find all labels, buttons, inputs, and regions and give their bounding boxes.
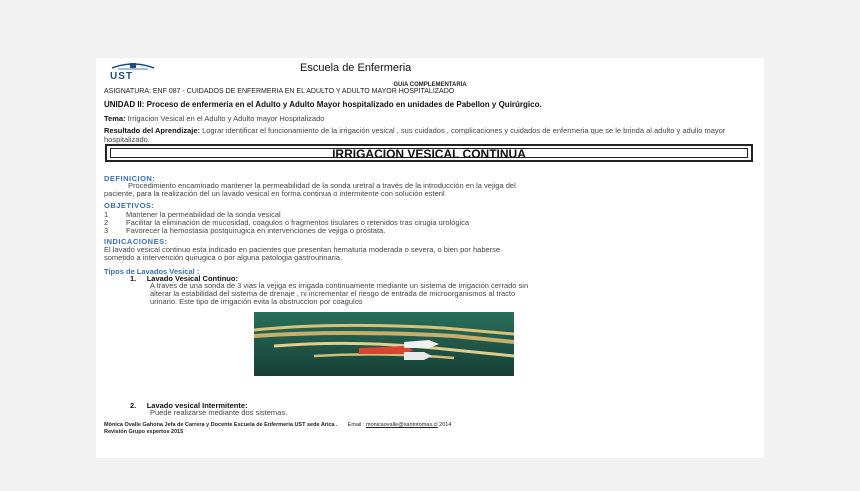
footer-author-text: Mónica Ovalle Gahona Jefa de Carrera y Docente Escuela de Enfermería UST sede Arica . (104, 422, 338, 428)
indicaciones-line-2: sometido a intervención quirugica o por alguna patologia gastrourinaria. (104, 253, 343, 262)
footer-email-link[interactable]: monicaovalle@santotomas.cl (366, 422, 438, 428)
asignatura-line: ASIGNATURA: ENF 087 - CUIDADOS DE ENFERMERIA EN EL ADULTO Y ADULTO MAYOR HOSPITALIZADO (104, 88, 455, 95)
objetivo-number: 2 (104, 218, 109, 227)
tipo-1-line-3: urinario. Este tipo de irrigación evita la obstruccion por coagulos (150, 297, 363, 306)
objetivo-text: Facilitar la eliminación de mucosidad, coagulos o fragmentos tisulares o retenidos tras cirugia urológica (126, 218, 470, 227)
footer-year: 2014 (437, 422, 452, 428)
guia-label: GUIA COMPLEMENTARIA (393, 82, 467, 88)
resultado-text: Lograr identificar el funcionamiento de la irrigación vesical , sus cuidados , complicaciones y cuidados de enfermeria que se le brinda al adulto y adullo mayor hospitalizado. (104, 126, 726, 144)
objetivo-text: Mantener la permeabilidad de la sonda vesical (126, 210, 281, 219)
objetivo-item (104, 226, 385, 235)
unidad-line: UNIDAD II: Proceso de enfermeria en el Adulto y Adulto Mayor hospitalizado en unidades de Pabellon y Quirúrgico. (104, 100, 542, 109)
tema-line (104, 114, 324, 123)
main-title-box (105, 144, 753, 162)
school-title: Escuela de Enfermeria (300, 62, 412, 74)
definicion-heading: DEFINICION: (104, 174, 156, 183)
tipo-2-title: Lavado vesical Intermitente: (146, 401, 248, 410)
indicaciones-line-1: El lavado vesical continuo esta indicado en pacientes que presentan hematuria moderada o severa, o bien por haberse (104, 245, 501, 254)
footer-revision: Revisión Grupo expertos 2015 (104, 429, 184, 435)
tipo-2-number: 2. (130, 401, 137, 410)
tipo-1-title: Lavado Vesical Continuo: (146, 274, 238, 283)
objetivo-text: Favorecer la hemostasia postquirugica en intervenciones de vejiga o próstata. (126, 226, 386, 235)
objetivo-number: 1 (104, 210, 109, 219)
resultado-line (104, 127, 754, 144)
main-title: IRRIGACION VESICAL CONTINUA (110, 148, 748, 158)
tema-label: Tema: (104, 114, 126, 123)
footer-author (104, 422, 451, 428)
tipo-1-number: 1. (130, 274, 137, 283)
definicion-line-2: paciente, para la realización del un lavado vesical en forma continua o intermitente con solución esteril (104, 189, 445, 198)
tipos-heading: Tipos de Lavados Vesical : (104, 267, 200, 276)
objetivo-number: 3 (104, 226, 109, 235)
footer-email-label: Email : (347, 422, 365, 428)
tema-text: Irrigacion Vesical en el Adulto y Adulto mayor Hospitalizado (125, 114, 325, 123)
tipo-2-text: Puede realizarse mediante dos sistemas. (150, 408, 288, 417)
catheter-photo (254, 312, 514, 376)
tipo-1-line-2: alterar la estabilidad del sistema de drenaje , ni incrementar el riesgo de entrada de microorganismos al tracto (150, 289, 516, 298)
definicion-line-1: Procedimiento encaminado mantener la permeabilidad de la sonda uretral a través de la introducción en la vejiga del (128, 181, 516, 190)
indicaciones-heading: INDICACIONES: (104, 237, 168, 246)
catheter-illustration (254, 312, 514, 376)
resultado-label: Resultado del Aprendizaje: (104, 126, 200, 135)
objetivos-heading: OBJETIVOS: (104, 201, 155, 210)
logo-text: UST (110, 71, 133, 82)
tipo-1-line-1: A traves de una sonda de 3 vias la vejiga es irrigada continuamente mediante un sistema de irrigación cerrado sin (150, 281, 529, 290)
